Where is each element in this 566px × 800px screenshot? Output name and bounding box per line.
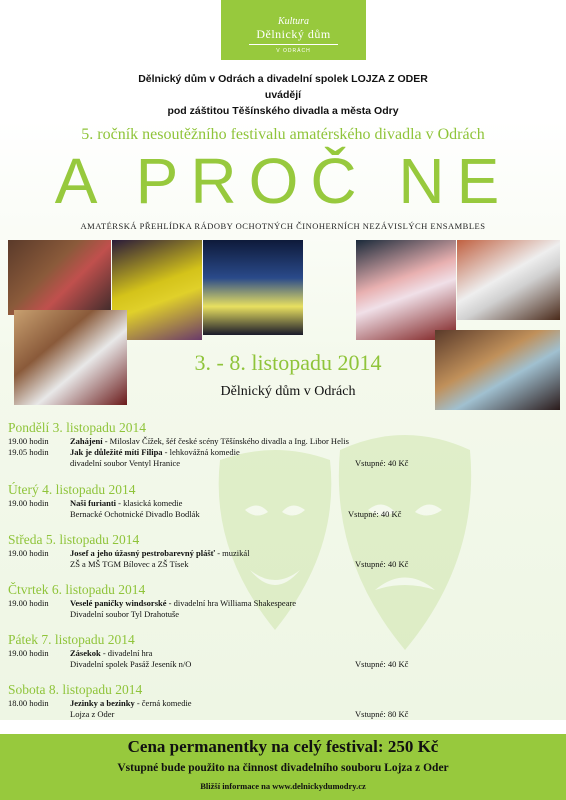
photo-girls-dance (8, 240, 111, 315)
theatre-mask-icon (320, 420, 490, 660)
footer-note: Vstupné bude použito na činnost divadelního souboru Lojza z Oder (117, 762, 449, 774)
program-time: 19.05 hodin (8, 447, 49, 457)
program-event: ZŠ a MŠ TGM Bílovec a ZŠ Tísek (70, 559, 189, 569)
program-day-heading: Sobota 8. listopadu 2014 (8, 682, 143, 697)
program-event: Bernacké Ochotnické Divadlo Bodlák (70, 509, 200, 519)
program-event: Divadelní soubor Tyl Drahotuše (70, 609, 180, 619)
program-event: Naši furianti - klasická komedie (70, 498, 183, 508)
kultura-logo (221, 0, 366, 60)
program-event-title: Josef a jeho úžasný pestrobarevný plášť (70, 548, 216, 558)
photo-ladies-sofa (457, 240, 560, 320)
program-event: Josef a jeho úžasný pestrobarevný plášť - muzikál (70, 548, 250, 558)
program-day-heading: Pondělí 3. listopadu 2014 (8, 420, 146, 435)
program-event-title: Jezinky a bezinky (70, 698, 135, 708)
program-fee: Vstupné: 40 Kč (355, 458, 409, 468)
festival-title: A PROČ NE (54, 145, 512, 217)
program-time: 19.00 hodin (8, 548, 49, 558)
program-time: 19.00 hodin (8, 436, 49, 446)
program-day-heading: Čtvrtek 6. listopadu 2014 (8, 582, 146, 597)
logo-line3: V ODRÁCH (276, 48, 311, 54)
program-time: 19.00 hodin (8, 498, 49, 508)
program-event: Jak je důležité míti Filipa - lehkovážná komedie (70, 447, 240, 457)
photo-stage-group (203, 240, 303, 335)
program-event: Zásekok - divadelní hra (70, 648, 153, 658)
program-event-title: Jak je důležité míti Filipa (70, 447, 163, 457)
program-day-heading: Pátek 7. listopadu 2014 (8, 632, 135, 647)
logo-line1: Kultura (277, 16, 310, 27)
intro-line2: uvádějí (264, 89, 302, 101)
program-event-title: Zahájení (70, 436, 103, 446)
program-event: Veselé paničky windsorské - divadelní hra Williama Shakespeare (70, 598, 297, 608)
program-event-title: Zásekok (70, 648, 101, 658)
photo-western-scene (435, 330, 560, 410)
festival-dates: 3. - 8. listopadu 2014 (194, 350, 382, 375)
photo-bed-scene (14, 310, 127, 405)
festival-subtitle: 5. ročník nesoutěžního festivalu amatérského divadla v Odrách (81, 126, 485, 143)
program-event-title: Veselé paničky windsorské (70, 598, 167, 608)
program-event-title: Naši furianti (70, 498, 117, 508)
program-fee: Vstupné: 40 Kč (348, 509, 402, 519)
intro-line3: pod záštitou Těšínského divadla a města Odry (167, 105, 399, 117)
program-event: Lojza z Oder (70, 709, 115, 719)
program-event: Jezinky a bezinky - černá komedie (70, 698, 192, 708)
program-time: 19.00 hodin (8, 648, 49, 658)
program-fee: Vstupné: 40 Kč (355, 659, 409, 669)
photo-costumes (356, 240, 456, 340)
program-event: Zahájení - Miloslav Čížek, šéf české scény Těšínského divadla a Ing. Libor Helis (70, 436, 349, 446)
program-fee: Vstupné: 80 Kč (355, 709, 409, 719)
program-time: 19.00 hodin (8, 598, 49, 608)
intro-line1: Dělnický dům v Odrách a divadelní spolek LOJZA Z ODER (138, 73, 428, 85)
program-fee: Vstupné: 40 Kč (355, 559, 409, 569)
program-day-heading: Úterý 4. listopadu 2014 (8, 482, 136, 497)
program-event: divadelní soubor Ventyl Hranice (70, 458, 181, 468)
festival-venue: Dělnický dům v Odrách (220, 384, 356, 399)
program-event: Divadelní spolek Pasáž Jeseník n/O (70, 659, 192, 669)
footer-price: Cena permanentky na celý festival: 250 Kč (127, 737, 439, 756)
footer-info: Bližší informace na www.delnickydumodry.cz (200, 781, 366, 791)
festival-tagline: AMATÉRSKÁ PŘEHLÍDKA RÁDOBY OCHOTNÝCH ČINOHERNÍCH NEZÁVISLÝCH ENSAMBLES (80, 221, 486, 231)
program-day-heading: Středa 5. listopadu 2014 (8, 532, 140, 547)
logo-line2: Dělnický dům (249, 27, 338, 45)
program-time: 18.00 hodin (8, 698, 49, 708)
